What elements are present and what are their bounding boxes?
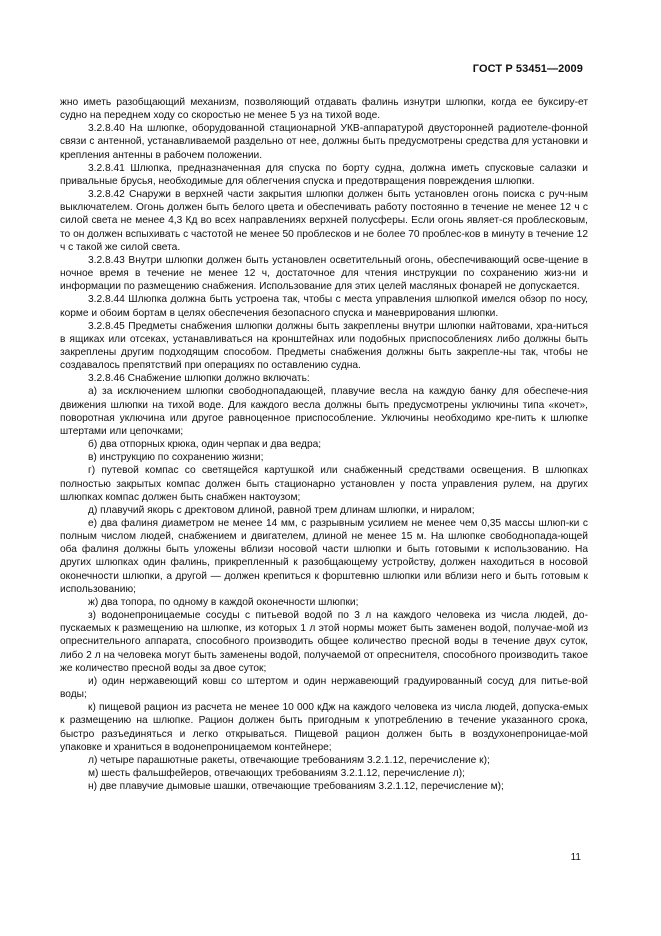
paragraph: 3.2.8.44 Шлюпка должна быть устроена так, чтобы с места управления шлюпкой имелся обзор по носу, корме и обоим бортам в целях обеспечения безопасного спуска и маневрирования шлюпки. [60, 294, 588, 319]
paragraph: н) две плавучие дымовые шашки, отвечающие требованиям 3.2.1.12, перечисление м); [88, 781, 504, 793]
paragraph: ж) два топора, по одному в каждой оконечности шлюпки; [88, 596, 359, 608]
paragraph: 3.2.8.42 Снаружи в верхней части закрытия шлюпки должен быть установлен огонь поиска с руч-ным выключателем. Огонь должен быть белого цвета и обеспечивать работу постоянно в течение не менее 12 ч с силой света не менее 4,3 Кд во всех направлениях верхней полусферы. Если огонь являет-ся проблесковым, то он должен вспыхивать с частотой не менее 50 проблесков и не более 70 проблес-ков в минуту в течение 12 ч с такой же силой света. [60, 189, 588, 253]
paragraph: 3.2.8.40 На шлюпке, оборудованной стационарной УКВ-аппаратурой двусторонней радиотеле-фонной связи с антенной, устанавливаемой раздельно от нее, должны быть предусмотрены средства для установки и крепления антенны в рабочем положении. [60, 123, 588, 161]
paragraph: л) четыре парашютные ракеты, отвечающие требованиям 3.2.1.12, перечисление к); [88, 754, 490, 766]
paragraph: 3.2.8.43 Внутри шлюпки должен быть установлен осветительный огонь, обеспечивающий осве-щение в ночное время в течение не менее 12 ч, достаточное для чтения инструкции по сохранению жиз-ни и информации по размещению снабжения. Использование для этих целей масляных фонарей не допускается. [60, 254, 588, 293]
paragraph: 3.2.8.45 Предметы снабжения шлюпки должны быть закреплены внутри шлюпки найтовами, хра-ниться в ящиках или отсеках, устанавливаться на кронштейнах или подобных приспособлениях либо должны быть закреплены другим подходящим способом. Предметы снабжения должны быть закрепле-ны так, чтобы не создавалось препятствий при операциях по оставлению судна. [60, 320, 588, 372]
paragraph: д) плавучий якорь с дректовом длиной, равной трем длинам шлюпки, и ниралом; [88, 504, 475, 516]
paragraph: а) за исключением шлюпки свободнопадающей, плавучие весла на каждую банку для обеспече-ния движения шлюпки на тихой воде. Для каждого весла должны быть предусмотрены уключины типа «кочет», поворотная уключина или другое равноценное приспособление. Уключины необходимо кре-пить к шлюпке штертами или цепочками; [60, 386, 588, 437]
document-body [60, 96, 588, 793]
paragraph: в) инструкцию по сохранению жизни; [88, 452, 264, 464]
paragraph: е) два фалиня диаметром не менее 14 мм, с разрывным усилием не менее чем 0,35 массы шлюп-ки с полным числом людей, снабжением и двигателем, длиной не менее 15 м. На шлюпке свободнопада-ющей оба фалиня должны быть уложены вблизи носовой части шлюпки и быть готовыми к использованию. На других шлюпках один фалинь, прикрепленный к разобщающему устройству, должен находиться в носовой оконечности шлюпки, а другой — должен крепиться к форштевню шлюпки или вблизи него и быть готовым к использованию; [60, 518, 588, 595]
paragraph: м) шесть фальшфейеров, отвечающих требованиям 3.2.1.12, перечисление л); [88, 767, 465, 779]
paragraph: б) два отпорных крюка, один черпак и два ведра; [88, 439, 322, 451]
paragraph: з) водонепроницаемые сосуды с питьевой водой по 3 л на каждого человека из числа людей, до-пускаемых к размещению на шлюпке, из которых 1 л этой нормы может быть заменен водой, получае-мой из опреснительного аппарата, способного производить общее количество пресной воды в течение двух суток, либо 2 л на человека могут быть заменены водой, получаемой от опреснителя, способного производить такое же количество пресной воды за двое суток; [60, 610, 588, 674]
paragraph: и) один нержавеющий ковш со штертом и один нержавеющий градуированный сосуд для питье-вой воды; [60, 675, 588, 701]
standard-designation: ГОСТ Р 53451—2009 [472, 63, 583, 75]
paragraph: к) пищевой рацион из расчета не менее 10 000 кДж на каждого человека из числа людей, допуска-емых к размещению на шлюпке. Рацион должен быть пригодным к употреблению в течение указанного срока, быстро разъединяться и легко открываться. Пищевой рацион должен быть в воздухонепроницае-мой упаковке и храниться в водонепроницаемом контейнере; [60, 702, 588, 753]
paragraph: 3.2.8.41 Шлюпка, предназначенная для спуска по борту судна, должна иметь спусковые салазки и привальные брусья, необходимые для облегчения спуска и предотвращения повреждения шлюпки. [60, 162, 588, 187]
paragraph: г) путевой компас со светящейся картушкой или снабженный средствами освещения. В шлюпках полностью закрытых компас должен быть стационарно установлен у поста управления рулем, на других шлюпках компас должен быть снабжен нактоузом; [60, 465, 588, 503]
paragraph: 3.2.8.46 Снабжение шлюпки должно включать: [88, 373, 310, 385]
paragraph: жно иметь разобщающий механизм, позволяющий отдавать фалинь изнутри шлюпки, когда ее буксиру-ет судно на переднем ходу со скоростью не менее 5 уз на тихой воде. [60, 97, 588, 122]
page-number: 11 [570, 852, 581, 863]
